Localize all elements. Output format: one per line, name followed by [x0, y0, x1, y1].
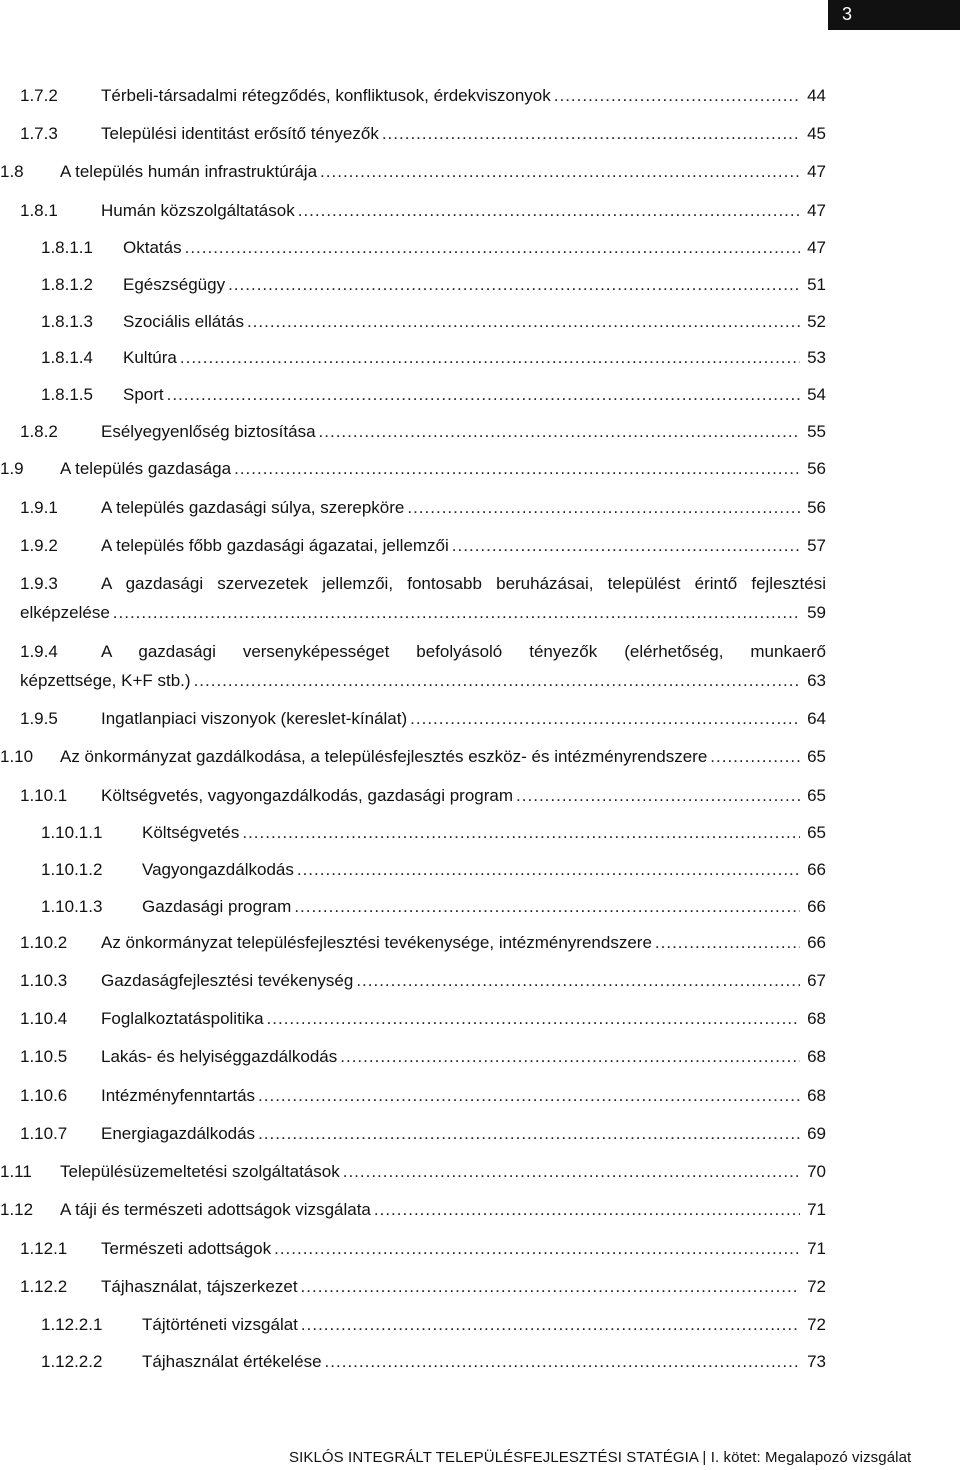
toc-entry-page: 68: [807, 1047, 826, 1066]
toc-entry-number: 1.8: [0, 162, 24, 181]
dot-leader: [374, 1198, 800, 1222]
dot-leader: [234, 457, 800, 481]
dot-leader: [407, 496, 800, 520]
toc-entry-number: 1.9.2: [20, 536, 58, 555]
toc-entry-title: Esélyegyenlőség biztosítása: [101, 422, 316, 441]
toc-entry-title: Vagyongazdálkodás: [142, 860, 294, 879]
toc-entry-page: 65: [807, 786, 826, 805]
toc-entry-title: Foglalkoztatáspolitika: [101, 1009, 264, 1028]
dot-leader: [294, 895, 800, 919]
toc-entry-title: Tájhasználat értékelése: [142, 1352, 322, 1371]
toc-entry-title: Tájhasználat, tájszerkezet: [101, 1277, 298, 1296]
toc-entry-number: 1.12: [0, 1200, 34, 1219]
dot-leader: [194, 669, 800, 693]
toc-entry-number: 1.10.7: [20, 1124, 68, 1143]
dot-leader: [410, 707, 800, 731]
toc-entry-page: 66: [807, 860, 826, 879]
toc-entry-page: 73: [807, 1352, 826, 1371]
toc-entry-title: Kultúra: [123, 348, 177, 367]
toc-entry-page: 65: [807, 823, 826, 842]
toc-entry-page: 47: [807, 238, 826, 257]
toc-entry-number: 1.10.5: [20, 1047, 68, 1066]
page-number-badge: 3: [828, 0, 960, 30]
toc-entry-title: képzettsége, K+F stb.): [20, 671, 191, 690]
toc-entry-number: 1.7.2: [20, 86, 58, 105]
toc-entry-number: 1.10: [0, 747, 34, 766]
toc-entry-number: 1.8.1.3: [41, 312, 93, 331]
toc-entry-title: Tájtörténeti vizsgálat: [142, 1315, 298, 1334]
dot-leader: [710, 745, 800, 769]
dot-leader: [356, 969, 800, 993]
toc-entry-title: A táji és természeti adottságok vizsgálata: [60, 1200, 371, 1219]
toc-entry-page: 59: [807, 603, 826, 622]
toc-entry-number: 1.8.1.2: [41, 275, 93, 294]
toc-entry-page: 72: [807, 1315, 826, 1334]
toc-entry-title: Települési identitást erősítő tényezők: [101, 124, 379, 143]
toc-entry-title: Költségvetés, vagyongazdálkodás, gazdasági program: [101, 786, 514, 805]
toc-entry-title: A település gazdasági súlya, szerepköre: [101, 498, 405, 517]
toc-entry-title: Intézményfenntartás: [101, 1086, 256, 1105]
dot-leader: [167, 383, 800, 407]
page-footer: SIKLÓS INTEGRÁLT TELEPÜLÉSFEJLESZTÉSI STATÉGIA | I. kötet: Megalapozó vizsgálat: [289, 1449, 912, 1466]
toc-entry-number: 1.10.4: [20, 1009, 68, 1028]
toc-entry-page: 66: [807, 933, 826, 952]
dot-leader: [343, 1160, 800, 1184]
dot-leader: [554, 84, 800, 108]
toc-entry-page: 57: [807, 536, 826, 555]
toc-entry-number: 1.10.6: [20, 1086, 68, 1105]
toc-entry-title: Térbeli-társadalmi rétegződés, konfliktusok, érdekviszonyok: [101, 86, 551, 105]
toc-entry-number: 1.12.1: [20, 1239, 68, 1258]
toc-entry-title: Természeti adottságok: [101, 1239, 272, 1258]
toc-entry-number: 1.12.2.1: [41, 1315, 103, 1334]
toc-entry-number: 1.10.3: [20, 971, 68, 990]
toc-entry-number: 1.9.4: [20, 642, 58, 661]
toc-entry-number: 1.10.1.1: [41, 823, 103, 842]
toc-entry-page: 51: [807, 275, 826, 294]
toc-entry-title: Oktatás: [123, 238, 182, 257]
dot-leader: [516, 784, 800, 808]
toc-entry-number: 1.10.1: [20, 786, 68, 805]
toc-entry-title: Gazdaságfejlesztési tevékenység: [101, 971, 354, 990]
dot-leader: [274, 1237, 800, 1261]
toc-entry-page: 56: [807, 459, 826, 478]
toc-entry-number: 1.9.1: [20, 498, 58, 517]
toc-entry-title: Gazdasági program: [142, 897, 292, 916]
dot-leader: [267, 1007, 800, 1031]
dot-leader: [297, 858, 800, 882]
dot-leader: [319, 420, 800, 444]
toc-entry-number: 1.8.1.1: [41, 238, 93, 257]
toc-entry-title: Lakás- és helyiséggazdálkodás: [101, 1047, 338, 1066]
toc-entry-page: 67: [807, 971, 826, 990]
dot-leader: [113, 601, 800, 625]
toc-entry-page: 56: [807, 498, 826, 517]
toc-entry-title: Sport: [123, 385, 164, 404]
toc-entry-title: elképzelése: [20, 603, 110, 622]
toc-entry-page: 63: [807, 671, 826, 690]
toc-entry-page: 44: [807, 86, 826, 105]
toc-entry-page: 68: [807, 1086, 826, 1105]
toc-entry-title: Humán közszolgáltatások: [101, 201, 295, 220]
toc-entry-number: 1.10.1.2: [41, 860, 103, 879]
dot-leader: [340, 1045, 800, 1069]
toc-entry-page: 71: [807, 1239, 826, 1258]
toc-entry-title: Településüzemeltetési szolgáltatások: [60, 1162, 340, 1181]
toc-entry-page: 68: [807, 1009, 826, 1028]
toc-entry-number: 1.11: [0, 1162, 32, 1181]
dot-leader: [242, 821, 800, 845]
toc-entry-title: A település humán infrastruktúrája: [60, 162, 318, 181]
toc-entry-page: 47: [807, 162, 826, 181]
toc-entry-page: 69: [807, 1124, 826, 1143]
toc-entry-page: 64: [807, 709, 826, 728]
toc-entry-page: 47: [807, 201, 826, 220]
toc-entry-number: 1.12.2.2: [41, 1352, 103, 1371]
toc-entry-title: A település gazdasága: [60, 459, 232, 478]
dot-leader: [258, 1122, 800, 1146]
toc-entry-title: Energiagazdálkodás: [101, 1124, 256, 1143]
toc-entry-number: 1.9: [0, 459, 24, 478]
toc-entry-page: 70: [807, 1162, 826, 1181]
dot-leader: [247, 310, 800, 334]
toc-entry-number: 1.9.5: [20, 709, 58, 728]
dot-leader: [301, 1313, 800, 1337]
toc-entry-number: 1.9.3: [20, 574, 58, 593]
toc-entry-title-line1: A gazdasági szervezetek jellemzői, fontosabb beruházásai, települést érintő fejlesztési: [101, 574, 826, 593]
toc-entry-title: Szociális ellátás: [123, 312, 244, 331]
dot-leader: [382, 122, 800, 146]
toc-entry-number: 1.8.1.4: [41, 348, 93, 367]
toc-entry-page: 71: [807, 1200, 826, 1219]
dot-leader: [655, 931, 800, 955]
toc-entry-number: 1.10.2: [20, 933, 68, 952]
toc-entry-number: 1.12.2: [20, 1277, 68, 1296]
toc-entry-number: 1.8.1.5: [41, 385, 93, 404]
toc-entry-page: 72: [807, 1277, 826, 1296]
toc-entry-number: 1.10.1.3: [41, 897, 103, 916]
dot-leader: [320, 160, 800, 184]
dot-leader: [185, 236, 800, 260]
toc-entry-page: 66: [807, 897, 826, 916]
toc-entry-number: 1.8.2: [20, 422, 58, 441]
dot-leader: [258, 1084, 800, 1108]
toc-entry-title-line1: A gazdasági versenyképességet befolyásoló tényezők (elérhetőség, munkaerő: [101, 642, 826, 661]
toc-entry-page: 45: [807, 124, 826, 143]
toc-entry-title: Ingatlanpiaci viszonyok (kereslet-kínálat): [101, 709, 408, 728]
toc-entry-page: 53: [807, 348, 826, 367]
toc-entry-page: 52: [807, 312, 826, 331]
toc-entry-page: 54: [807, 385, 826, 404]
dot-leader: [301, 1275, 800, 1299]
toc-entry-title: Az önkormányzat gazdálkodása, a településfejlesztés eszköz- és intézményrendszere: [60, 747, 708, 766]
toc-entry-title: Egészségügy: [123, 275, 226, 294]
dot-leader: [228, 273, 800, 297]
toc-entry-title: A település főbb gazdasági ágazatai, jellemzői: [101, 536, 449, 555]
dot-leader: [180, 346, 800, 370]
toc-entry-page: 55: [807, 422, 826, 441]
toc-entry-page: 65: [807, 747, 826, 766]
toc-entry-number: 1.7.3: [20, 124, 58, 143]
dot-leader: [325, 1350, 800, 1374]
toc-entry-title: Az önkormányzat településfejlesztési tevékenysége, intézményrendszere: [101, 933, 652, 952]
toc-entry-number: 1.8.1: [20, 201, 58, 220]
dot-leader: [298, 199, 800, 223]
toc-entry-title: Költségvetés: [142, 823, 240, 842]
dot-leader: [452, 534, 800, 558]
